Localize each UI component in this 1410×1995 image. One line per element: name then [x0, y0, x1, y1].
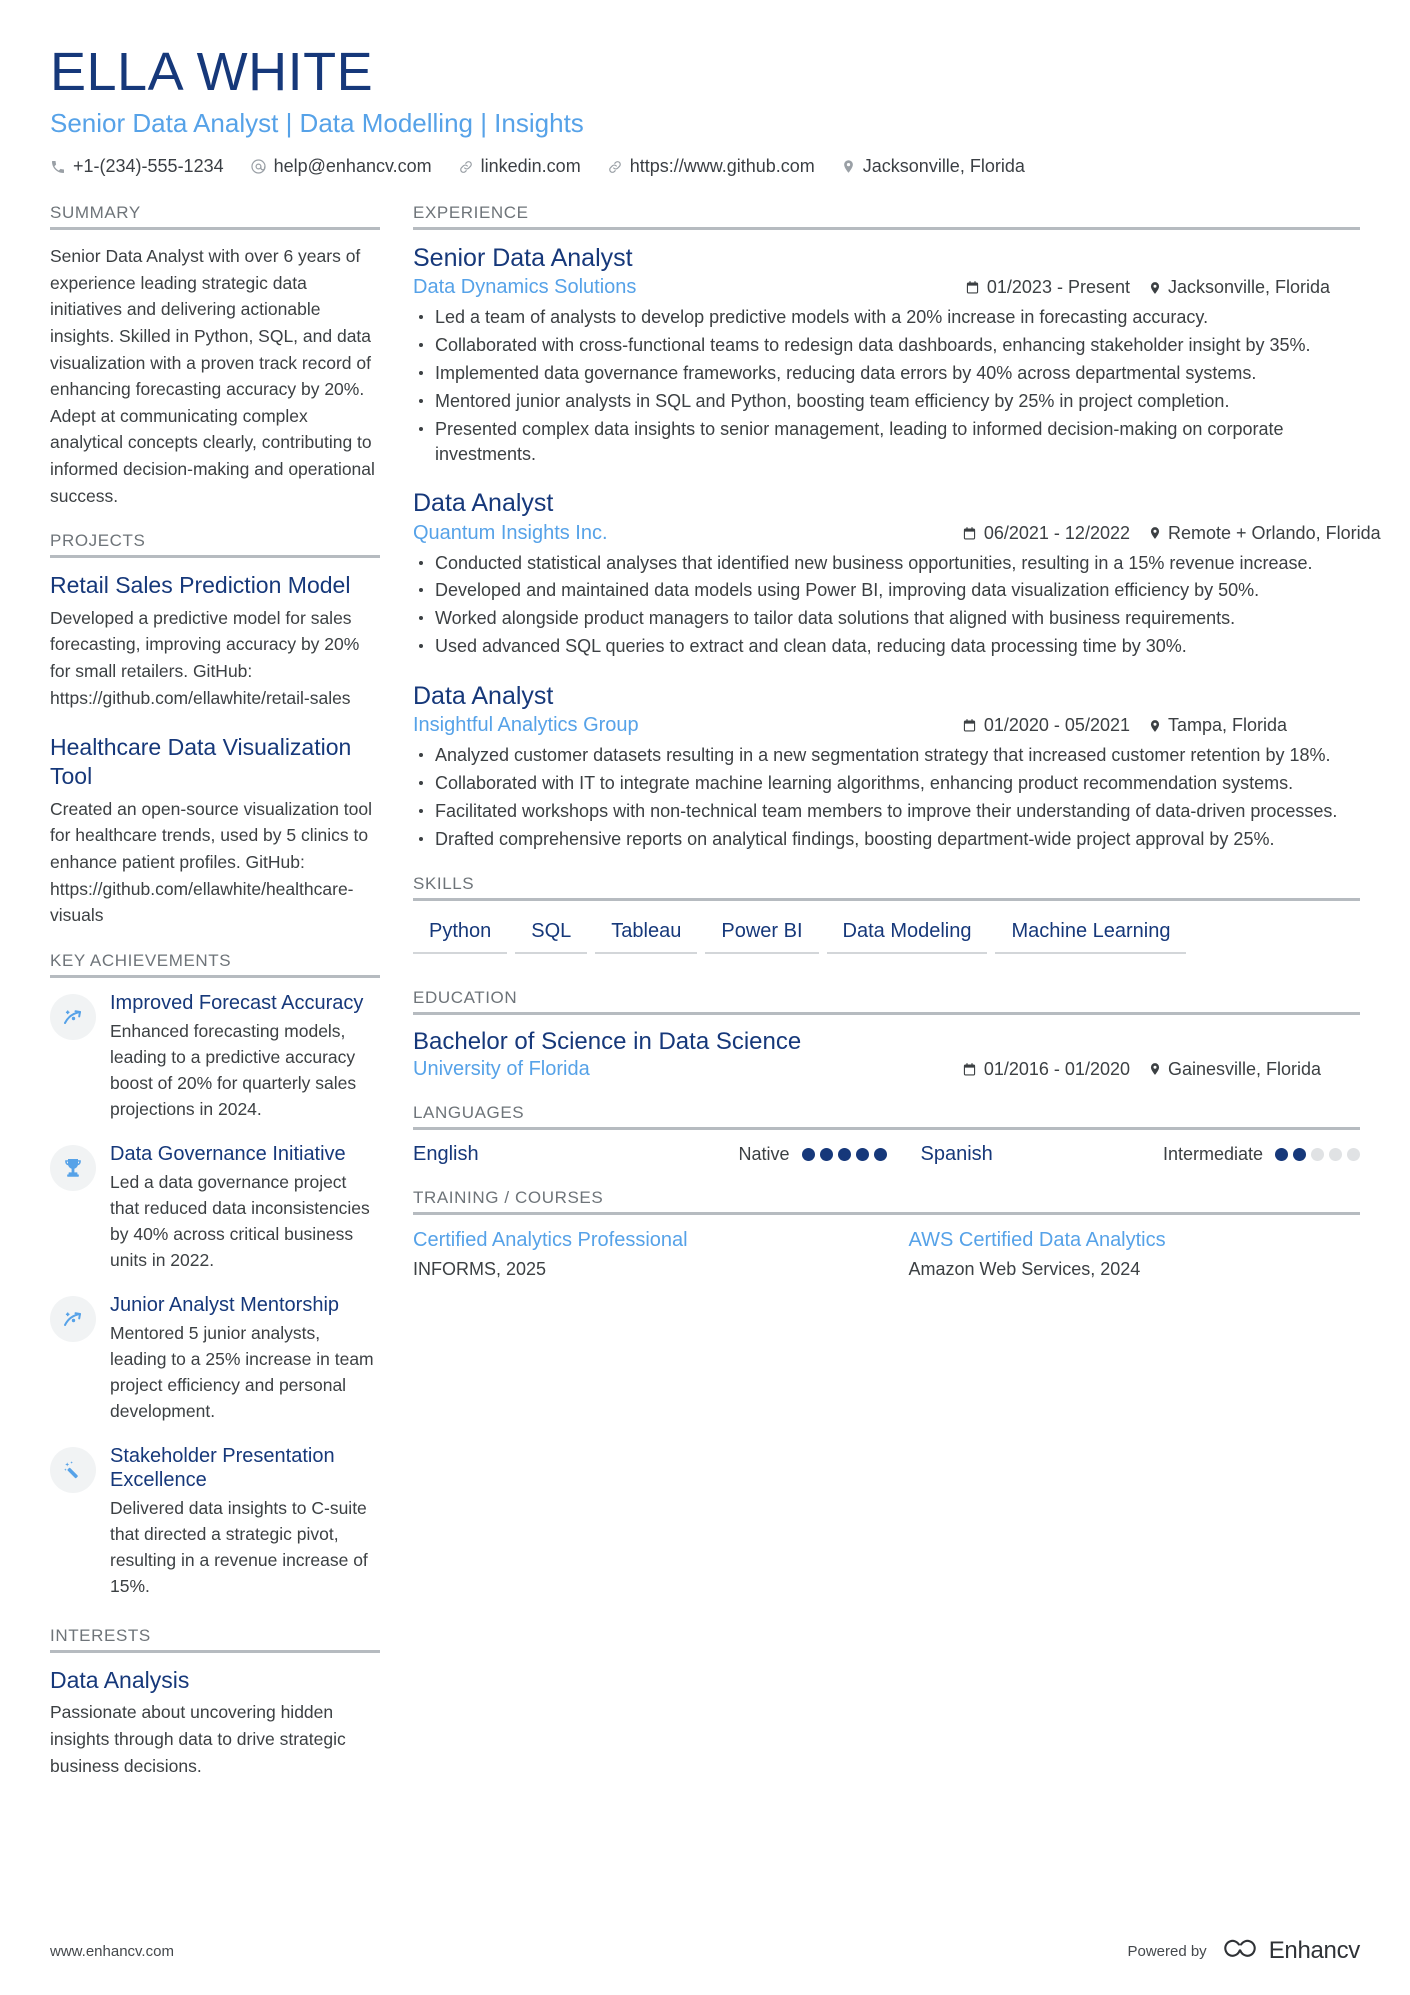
job-bullet: Collaborated with IT to integrate machine learning algorithms, enhancing product recommendation systems.	[413, 771, 1360, 796]
section-divider	[413, 898, 1360, 901]
section-interests	[50, 1626, 380, 1780]
skill-tag: Python	[413, 914, 507, 954]
job-title: Senior Data Analyst	[413, 244, 633, 273]
contact-location-text: Jacksonville, Florida	[862, 156, 1025, 177]
section-heading: EXPERIENCE	[413, 203, 529, 223]
job-bullet: Implemented data governance frameworks, reducing data errors by 40% across departmental systems.	[413, 361, 1360, 386]
education-meta	[413, 1058, 1360, 1081]
job-title: Data Analyst	[413, 489, 554, 518]
contact-github-text: https://www.github.com	[629, 156, 815, 177]
job-location-text: Jacksonville, Florida	[1168, 277, 1331, 298]
enhancv-logo	[1219, 1937, 1360, 1965]
achievement-title: Data Governance Initiative	[110, 1142, 346, 1165]
job-bullet: Facilitated workshops with non-technical team members to improve their understanding of data-driven processes.	[413, 799, 1360, 824]
section-divider	[413, 1127, 1360, 1130]
section-heading: INTERESTS	[50, 1625, 151, 1645]
calendar-icon	[965, 280, 980, 295]
achievement-item	[50, 991, 380, 1123]
achievement-body	[110, 1293, 380, 1425]
language-item	[887, 1143, 1361, 1166]
project-description: Created an open-source visualization tool for healthcare trends, used by 5 clinics to enhance patient profiles. GitHub: https://github.com/ellawhite/healthcare-visuals	[50, 798, 372, 926]
resume-header	[50, 44, 1360, 177]
section-divider	[413, 1212, 1360, 1215]
project-item	[50, 571, 380, 711]
footer-website[interactable]: www.enhancv.com	[50, 1942, 174, 1960]
skill-tag: Machine Learning	[995, 914, 1186, 954]
job-meta	[413, 276, 1360, 299]
contact-phone[interactable]	[50, 156, 224, 177]
location-pin-icon	[1148, 718, 1162, 734]
contact-linkedin-text: linkedin.com	[480, 156, 581, 177]
job-location-text: Tampa, Florida	[1168, 715, 1288, 736]
language-name: English	[413, 1142, 479, 1165]
section-training	[413, 1188, 1360, 1280]
job-dates-text: 06/2021 - 12/2022	[983, 522, 1130, 543]
page-footer	[50, 1937, 1360, 1965]
magic-wand-icon	[50, 1447, 96, 1493]
section-heading: TRAINING / COURSES	[413, 1187, 604, 1207]
job-bullet: Analyzed customer datasets resulting in a new segmentation strategy that increased customer retention by 18%.	[413, 743, 1360, 768]
training-list	[413, 1228, 1360, 1280]
job-location-text: Remote + Orlando, Florida	[1168, 522, 1381, 543]
job-bullet: Collaborated with cross-functional teams to redesign data dashboards, enhancing stakeholder insight by 35%.	[413, 333, 1360, 358]
section-heading: EDUCATION	[413, 987, 518, 1007]
trophy-icon	[50, 1145, 96, 1191]
interest-item	[50, 1666, 380, 1780]
job-bullets	[413, 551, 1360, 659]
interest-description: Passionate about uncovering hidden insights through data to drive strategic business decisions.	[50, 1702, 346, 1776]
rating-dot	[802, 1148, 815, 1161]
job-location	[1130, 277, 1360, 298]
job-bullet: Presented complex data insights to senior management, leading to informed decision-making on corporate investments.	[413, 417, 1360, 467]
training-name: AWS Certified Data Analytics	[908, 1228, 1166, 1251]
language-rating	[802, 1148, 887, 1161]
powered-by-label: Powered by	[1127, 1942, 1207, 1960]
language-name: Spanish	[920, 1142, 993, 1165]
section-divider	[413, 227, 1360, 230]
job-meta	[413, 521, 1381, 545]
section-key-achievements	[50, 951, 380, 1600]
trending-up-icon	[50, 994, 96, 1040]
footer-branding	[1127, 1937, 1360, 1965]
education-item	[413, 1028, 1360, 1081]
education-location-text: Gainesville, Florida	[1168, 1058, 1322, 1079]
achievement-description: Enhanced forecasting models, leading to a predictive accuracy boost of 20% for quarterly sales projections in 2024.	[110, 1020, 357, 1120]
achievement-body	[110, 1142, 380, 1274]
job-bullet: Drafted comprehensive reports on analytical findings, boosting department-wide project approval by 25%.	[413, 827, 1360, 852]
project-item	[50, 733, 380, 928]
job-company: Data Dynamics Solutions	[413, 276, 637, 299]
language-item	[413, 1143, 887, 1166]
education-location	[1130, 1059, 1360, 1080]
job-bullets	[413, 305, 1360, 466]
email-icon	[250, 158, 267, 175]
job-company: Insightful Analytics Group	[413, 714, 639, 737]
job-dates	[962, 715, 1130, 736]
location-pin-icon	[1148, 525, 1162, 541]
rating-dot	[838, 1148, 851, 1161]
training-item	[413, 1228, 887, 1280]
job-location	[1130, 715, 1360, 736]
location-pin-icon	[841, 158, 856, 175]
trending-up-icon	[50, 1296, 96, 1342]
section-divider	[50, 227, 380, 230]
skill-tag: Power BI	[705, 914, 818, 954]
achievement-title: Improved Forecast Accuracy	[110, 991, 364, 1014]
section-skills	[413, 874, 1360, 968]
location-pin-icon	[1148, 280, 1162, 296]
left-column	[50, 203, 380, 1801]
education-dates-text: 01/2016 - 01/2020	[983, 1058, 1130, 1079]
section-languages	[413, 1103, 1360, 1166]
section-divider	[50, 975, 380, 978]
professional-headline: Senior Data Analyst | Data Modelling | Insights	[50, 107, 584, 138]
location-pin-icon	[1148, 1061, 1162, 1077]
enhancv-mark-icon	[1219, 1938, 1261, 1964]
job-bullet: Developed and maintained data models using Power BI, improving data visualization efficiency by 50%.	[413, 578, 1360, 603]
rating-dot	[1275, 1148, 1288, 1161]
contact-github[interactable]	[607, 156, 815, 177]
contact-email[interactable]	[250, 156, 432, 177]
achievement-description: Led a data governance project that reduced data inconsistencies by 40% across critical business units in 2022.	[110, 1171, 370, 1271]
rating-dot	[1329, 1148, 1342, 1161]
achievement-description: Delivered data insights to C-suite that directed a strategic pivot, resulting in a revenue increase of 15%.	[110, 1497, 368, 1597]
language-level: Intermediate	[1162, 1143, 1263, 1164]
rating-dot	[1293, 1148, 1306, 1161]
achievement-item	[50, 1142, 380, 1274]
achievement-body	[110, 991, 380, 1123]
job-dates-text: 01/2020 - 05/2021	[983, 715, 1130, 736]
job-bullet: Mentored junior analysts in SQL and Python, boosting team efficiency by 25% in project completion.	[413, 389, 1360, 414]
achievement-body	[110, 1444, 380, 1600]
language-level: Native	[738, 1143, 790, 1164]
education-dates	[962, 1059, 1130, 1080]
section-summary	[50, 203, 380, 509]
degree-title: Bachelor of Science in Data Science	[413, 1027, 802, 1055]
rating-dot	[1347, 1148, 1360, 1161]
project-title: Retail Sales Prediction Model	[50, 572, 351, 599]
section-divider	[413, 1012, 1360, 1015]
interest-title: Data Analysis	[50, 1666, 190, 1693]
rating-dot	[856, 1148, 869, 1161]
training-name: Certified Analytics Professional	[413, 1228, 688, 1251]
calendar-icon	[962, 1062, 977, 1077]
enhancv-wordmark: Enhancv	[1268, 1937, 1360, 1964]
achievement-item	[50, 1444, 380, 1600]
page-title: ELLA WHITE	[50, 42, 374, 102]
contact-linkedin[interactable]	[458, 156, 581, 177]
job-bullets	[413, 743, 1360, 851]
rating-dot	[820, 1148, 833, 1161]
section-heading: SKILLS	[413, 873, 475, 893]
summary-text: Senior Data Analyst with over 6 years of experience leading strategic data initiatives and delivering actionable insights. Skilled in Python, SQL, and data visualization with a proven track record of enhancing forecasting accuracy by 20%. Adept at communicating complex analytical concepts clearly, contributing to informed decision-making and operational success.	[50, 246, 375, 506]
job-dates-text: 01/2023 - Present	[986, 277, 1130, 298]
section-heading: LANGUAGES	[413, 1102, 525, 1122]
skills-list	[413, 914, 1360, 968]
job-dates	[965, 277, 1130, 298]
contact-phone-text: +1-(234)-555-1234	[73, 156, 224, 177]
section-heading: KEY ACHIEVEMENTS	[50, 950, 232, 970]
calendar-icon	[962, 526, 977, 541]
job-title: Data Analyst	[413, 681, 554, 710]
contact-location	[841, 156, 1025, 177]
contact-email-text: help@enhancv.com	[273, 156, 432, 177]
resume-columns	[50, 203, 1381, 1801]
contact-row	[50, 156, 1360, 177]
skill-tag: Data Modeling	[827, 914, 988, 954]
training-org: Amazon Web Services, 2024	[908, 1258, 1141, 1279]
link-icon	[458, 159, 474, 175]
skill-tag: SQL	[515, 914, 587, 954]
section-education	[413, 988, 1360, 1081]
rating-dot	[874, 1148, 887, 1161]
project-description: Developed a predictive model for sales forecasting, improving accuracy by 20% for small retailers. GitHub: https://github.com/ellawhite/retail-sales	[50, 607, 360, 708]
job-dates	[962, 523, 1130, 544]
achievement-title: Junior Analyst Mentorship	[110, 1293, 340, 1316]
project-title: Healthcare Data Visualization Tool	[50, 734, 352, 789]
job-company: Quantum Insights Inc.	[413, 521, 608, 544]
training-item	[887, 1228, 1361, 1280]
section-divider	[50, 555, 380, 558]
rating-dot	[1311, 1148, 1324, 1161]
job-bullet: Conducted statistical analyses that identified new business opportunities, resulting in a 15% revenue increase.	[413, 551, 1360, 576]
link-icon	[607, 159, 623, 175]
language-rating	[1275, 1148, 1360, 1161]
section-divider	[50, 1650, 380, 1653]
training-org: INFORMS, 2025	[413, 1258, 547, 1279]
skill-tag: Tableau	[595, 914, 697, 954]
section-heading: SUMMARY	[50, 203, 141, 223]
section-heading: PROJECTS	[50, 531, 146, 551]
calendar-icon	[962, 718, 977, 733]
job-bullet: Worked alongside product managers to tailor data solutions that aligned with business requirements.	[413, 606, 1360, 631]
right-column	[413, 203, 1381, 1283]
job-bullet: Led a team of analysts to develop predictive models with a 20% increase in forecasting accuracy.	[413, 305, 1360, 330]
phone-icon	[50, 159, 66, 175]
experience-item	[413, 488, 1381, 659]
section-experience	[413, 203, 1381, 851]
job-location	[1130, 522, 1381, 544]
job-bullet: Used advanced SQL queries to extract and clean data, reducing data processing time by 30%.	[413, 634, 1360, 659]
achievement-item	[50, 1293, 380, 1425]
achievement-title: Stakeholder Presentation Excellence	[110, 1444, 335, 1491]
experience-item	[413, 243, 1360, 466]
section-projects	[50, 531, 380, 929]
job-meta	[413, 714, 1360, 737]
achievement-description: Mentored 5 junior analysts, leading to a 25% increase in team project efficiency and personal development.	[110, 1322, 374, 1422]
school-name: University of Florida	[413, 1057, 590, 1080]
experience-item	[413, 681, 1360, 852]
languages-list	[413, 1143, 1360, 1166]
